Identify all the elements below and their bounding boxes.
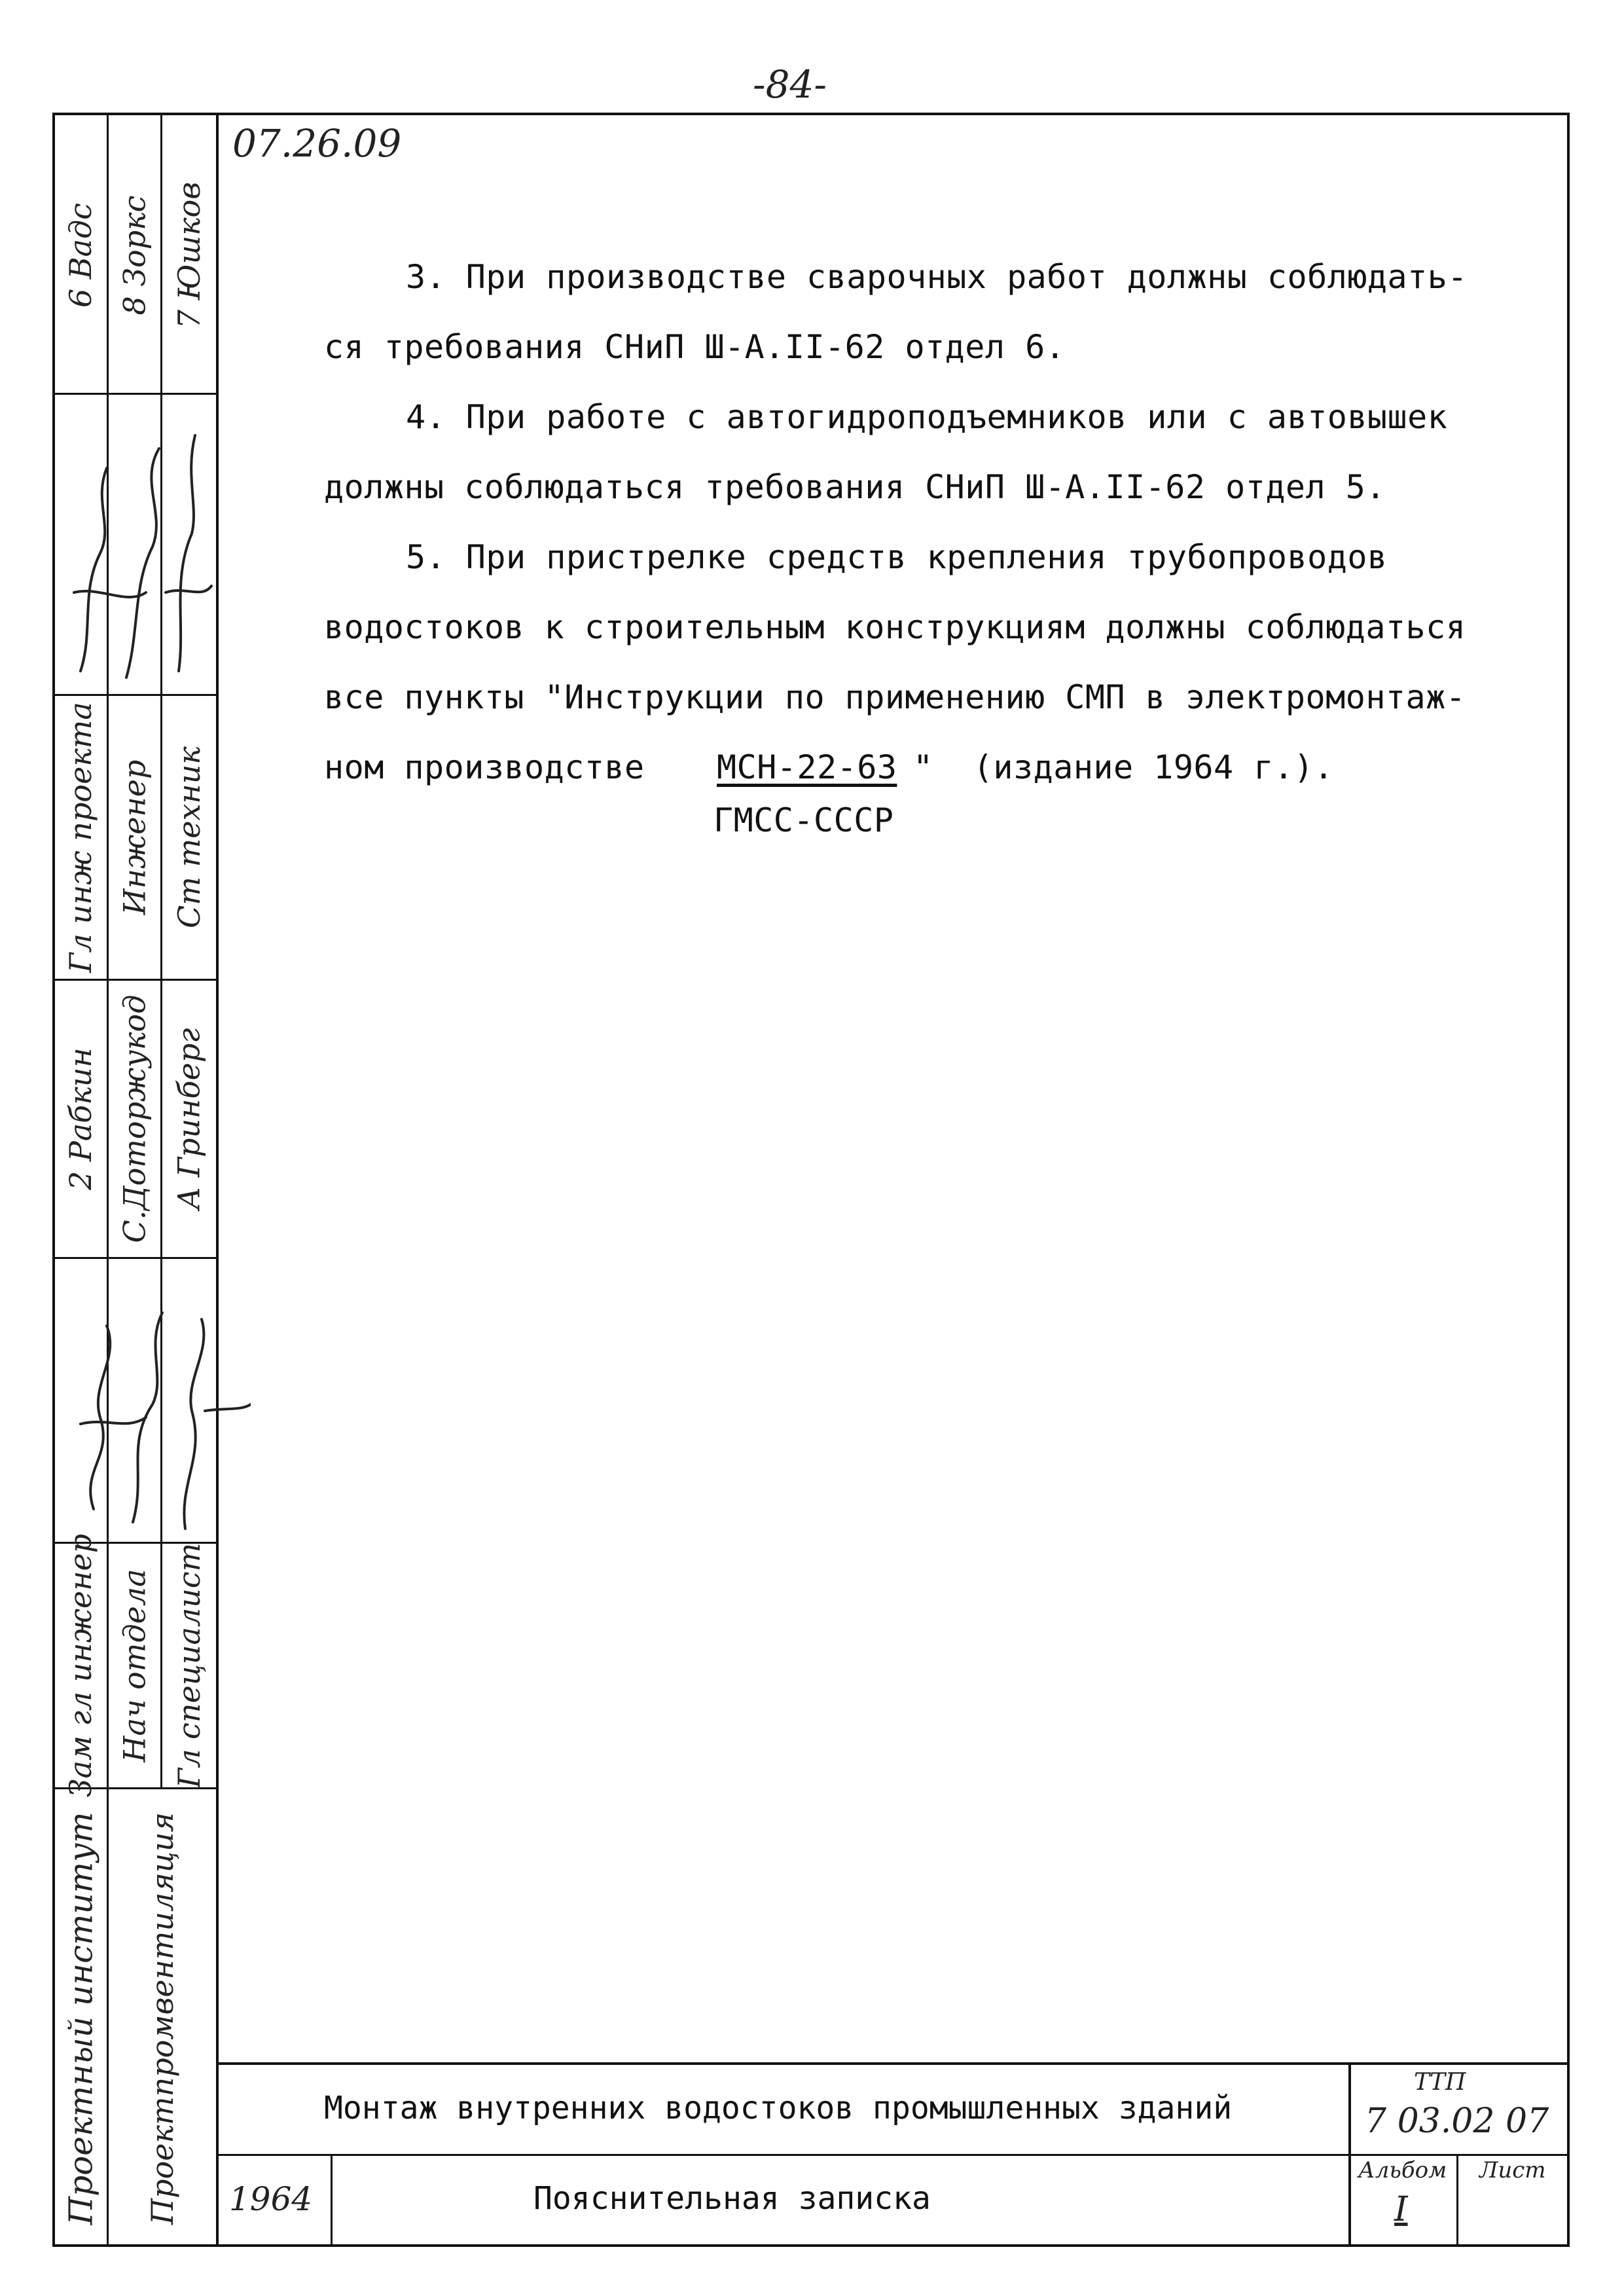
stamp-cell xyxy=(54,981,107,1257)
stamp-cell xyxy=(54,696,107,979)
sheet-label: Лист xyxy=(1479,2157,1546,2183)
stamp-position: Зам гл инженер xyxy=(63,1533,99,1798)
paragraph-5-line-2: водостоков к строительным конструкциям должны соблюдаться xyxy=(324,608,1466,646)
paragraph-3-line-2: ся требования СНиП Ш-А.II-62 отдел 6. xyxy=(324,328,1066,366)
stamp-position: Ст техник xyxy=(171,746,207,928)
title-block-divider xyxy=(331,2154,333,2246)
stamp-cell xyxy=(109,118,160,393)
stamp-cell xyxy=(54,1791,107,2246)
stamp-name: 8 Зоркс xyxy=(117,195,153,316)
stamp-cell xyxy=(54,118,107,393)
paragraph-4-line-1: 4. При работе с автогидроподъемников или с автовышек xyxy=(406,398,1448,436)
document-subtitle: Пояснительная записка xyxy=(533,2180,931,2217)
standard-code-denominator: ГМСС-СССР xyxy=(713,801,894,839)
ttp-label: ТТП xyxy=(1414,2069,1466,2096)
stamp-name: 7 Юшков xyxy=(171,181,208,329)
stamp-name: 2 Рабкин xyxy=(63,1048,98,1190)
album-value: I xyxy=(1394,2190,1408,2229)
stamp-cell xyxy=(109,1544,160,1787)
paragraph-5-line-3: все пункты "Инструкции по применению СМП в электромонтаж- xyxy=(324,678,1466,716)
stamp-cell xyxy=(109,1791,216,2246)
drawing-title: Монтаж внутренних водостоков промышленных зданий xyxy=(324,2090,1233,2126)
stamp-cell xyxy=(162,118,216,393)
title-block-divider xyxy=(1456,2154,1458,2246)
stamp-position: Инженер xyxy=(117,759,153,915)
stamp-position: Нач отдела xyxy=(117,1569,153,1762)
stamp-position: Гл специалист xyxy=(171,1542,207,1789)
title-block-mid-border xyxy=(216,2154,1570,2156)
stamp-cell xyxy=(162,696,216,979)
page-number: -84- xyxy=(753,62,827,107)
title-block-top-border xyxy=(216,2062,1570,2065)
paragraph-5-line-1: 5. При пристрелке средств крепления трубопроводов xyxy=(406,538,1388,576)
document-code: 07.26.09 xyxy=(232,121,402,166)
stamp-name: А Гринберг xyxy=(171,1028,207,1210)
content-left-border xyxy=(216,113,219,2247)
stamp-cell xyxy=(162,981,216,1257)
stamp-name: 6 Вадс xyxy=(63,202,99,308)
paragraph-4-line-2: должны соблюдаться требования СНиП Ш-А.II-62 отдел 5. xyxy=(324,468,1386,506)
signature xyxy=(54,1260,251,1542)
stamp-cell xyxy=(109,981,160,1257)
institute-title: Проектный институт xyxy=(62,1812,100,2225)
title-block-divider xyxy=(1348,2062,1351,2246)
stamp-cell xyxy=(109,696,160,979)
signature xyxy=(54,396,215,691)
institute-name: Проектпромвентиляция xyxy=(145,1812,181,2225)
stamp-cell xyxy=(54,1533,107,1798)
year: 1964 xyxy=(229,2180,313,2218)
ttp-code: 7 03.02 07 xyxy=(1365,2102,1549,2141)
stamp-cell xyxy=(162,1544,216,1787)
album-label: Альбом xyxy=(1358,2157,1447,2183)
paragraph-3-line-1: 3. При производстве сварочных работ должны соблюдать- xyxy=(406,258,1468,296)
stamp-position: Гл инж проекта xyxy=(63,702,98,973)
paragraph-5-line-4-prefix: ном производстве xyxy=(324,748,645,786)
standard-code-numerator: МСН-22-63 xyxy=(717,748,897,786)
paragraph-5-line-4-suffix: " (издание 1964 г.). xyxy=(913,748,1334,786)
side-stamp-row-divider xyxy=(52,1257,216,1259)
stamp-name: С.Доторжукод xyxy=(117,994,153,1243)
side-stamp-row-divider xyxy=(52,393,216,395)
